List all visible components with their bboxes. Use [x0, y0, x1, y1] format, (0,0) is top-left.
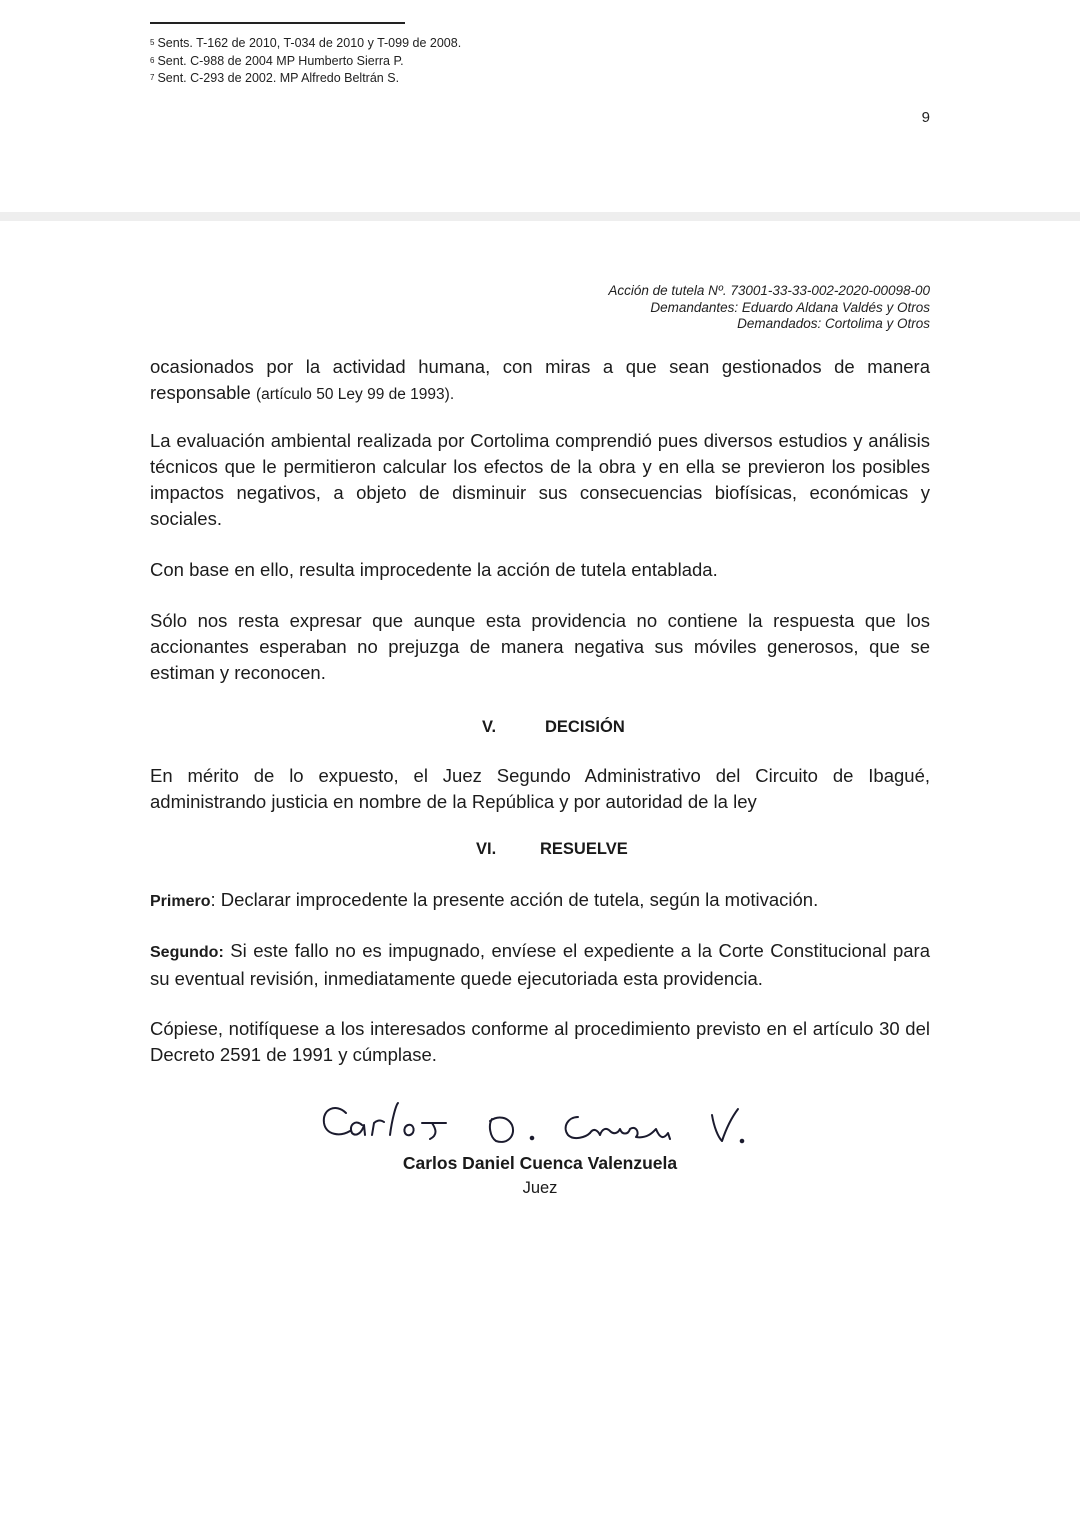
section-title-decision: DECISIÓN [545, 718, 625, 736]
footnote-7: $^7$ Sent. C-293 de 2002. MP Alfredo Beltrán S. [150, 71, 400, 85]
case-number: Acción de tutela Nº. 73001-33-33-002-2020-00098-00 [608, 283, 930, 298]
section-title-resuelve: RESUELVE [540, 840, 628, 858]
section-number-decision: V. [482, 718, 497, 736]
case-header [608, 283, 930, 333]
document-page [0, 221, 1080, 1539]
paragraph-segundo: Segundo: Si este fallo no es impugnado, envíese el expediente a la Corte Constitucional para su eventual revisión, inmediatamente quede ejecutoriada esta providencia. [150, 940, 930, 989]
paragraph-4: Sólo nos resta expresar que aunque esta providencia no contiene la respuesta que los accionantes esperaban no prejuzga de manera negativa sus móviles generosos, que se estiman y reconocen. [150, 610, 930, 683]
paragraph-2: La evaluación ambiental realizada por Cortolima comprendió pues diversos estudios y análisis técnicos que le permitieron calcular los efectos de la obra y en ella se previeron los posibles impactos negativos, a objeto de disminuir sus consecuencias biofísicas, económicas y sociales. [150, 430, 930, 529]
footnotes [150, 35, 461, 88]
previous-page-bottom [0, 0, 1080, 212]
paragraph-primero: Primero: Declarar improcedente la presente acción de tutela, según la motivación. [150, 889, 819, 910]
page-separator [0, 212, 1080, 221]
plaintiffs: Demandantes: Eduardo Aldana Valdés y Otros [650, 299, 930, 315]
paragraph-1: ocasionados por la actividad humana, con miras a que sean gestionados de manera responsable (artículo 50 Ley 99 de 1993). [150, 356, 930, 403]
handwritten-signature [318, 1095, 748, 1161]
page-number: 9 [921, 109, 930, 126]
signer-name: Carlos Daniel Cuenca Valenzuela [402, 1153, 678, 1173]
section-number-resuelve: VI. [476, 840, 497, 858]
footnote-5: $^5$ Sents. T-162 de 2010, T-034 de 2010 y T-099 de 2008. [150, 36, 462, 50]
paragraph-3: Con base en ello, resulta improcedente la acción de tutela entablada. [150, 559, 718, 580]
defendants: Demandados: Cortolima y Otros [737, 316, 930, 331]
footnote-divider [150, 22, 405, 24]
paragraph-closing: Cópiese, notifíquese a los interesados conforme al procedimiento previsto en el artículo 30 del Decreto 2591 de 1991 y cúmplase. [150, 1018, 930, 1065]
segundo-label: Segundo: [150, 944, 224, 961]
paragraph-5: En mérito de lo expuesto, el Juez Segundo Administrativo del Circuito de Ibagué, administrando justicia en nombre de la República y por autoridad de la ley [150, 765, 930, 812]
footnote-6: $^6$ Sent. C-988 de 2004 MP Humberto Sierra P. [150, 53, 404, 68]
primero-label: Primero [150, 893, 211, 910]
signer-role: Juez [522, 1179, 558, 1197]
